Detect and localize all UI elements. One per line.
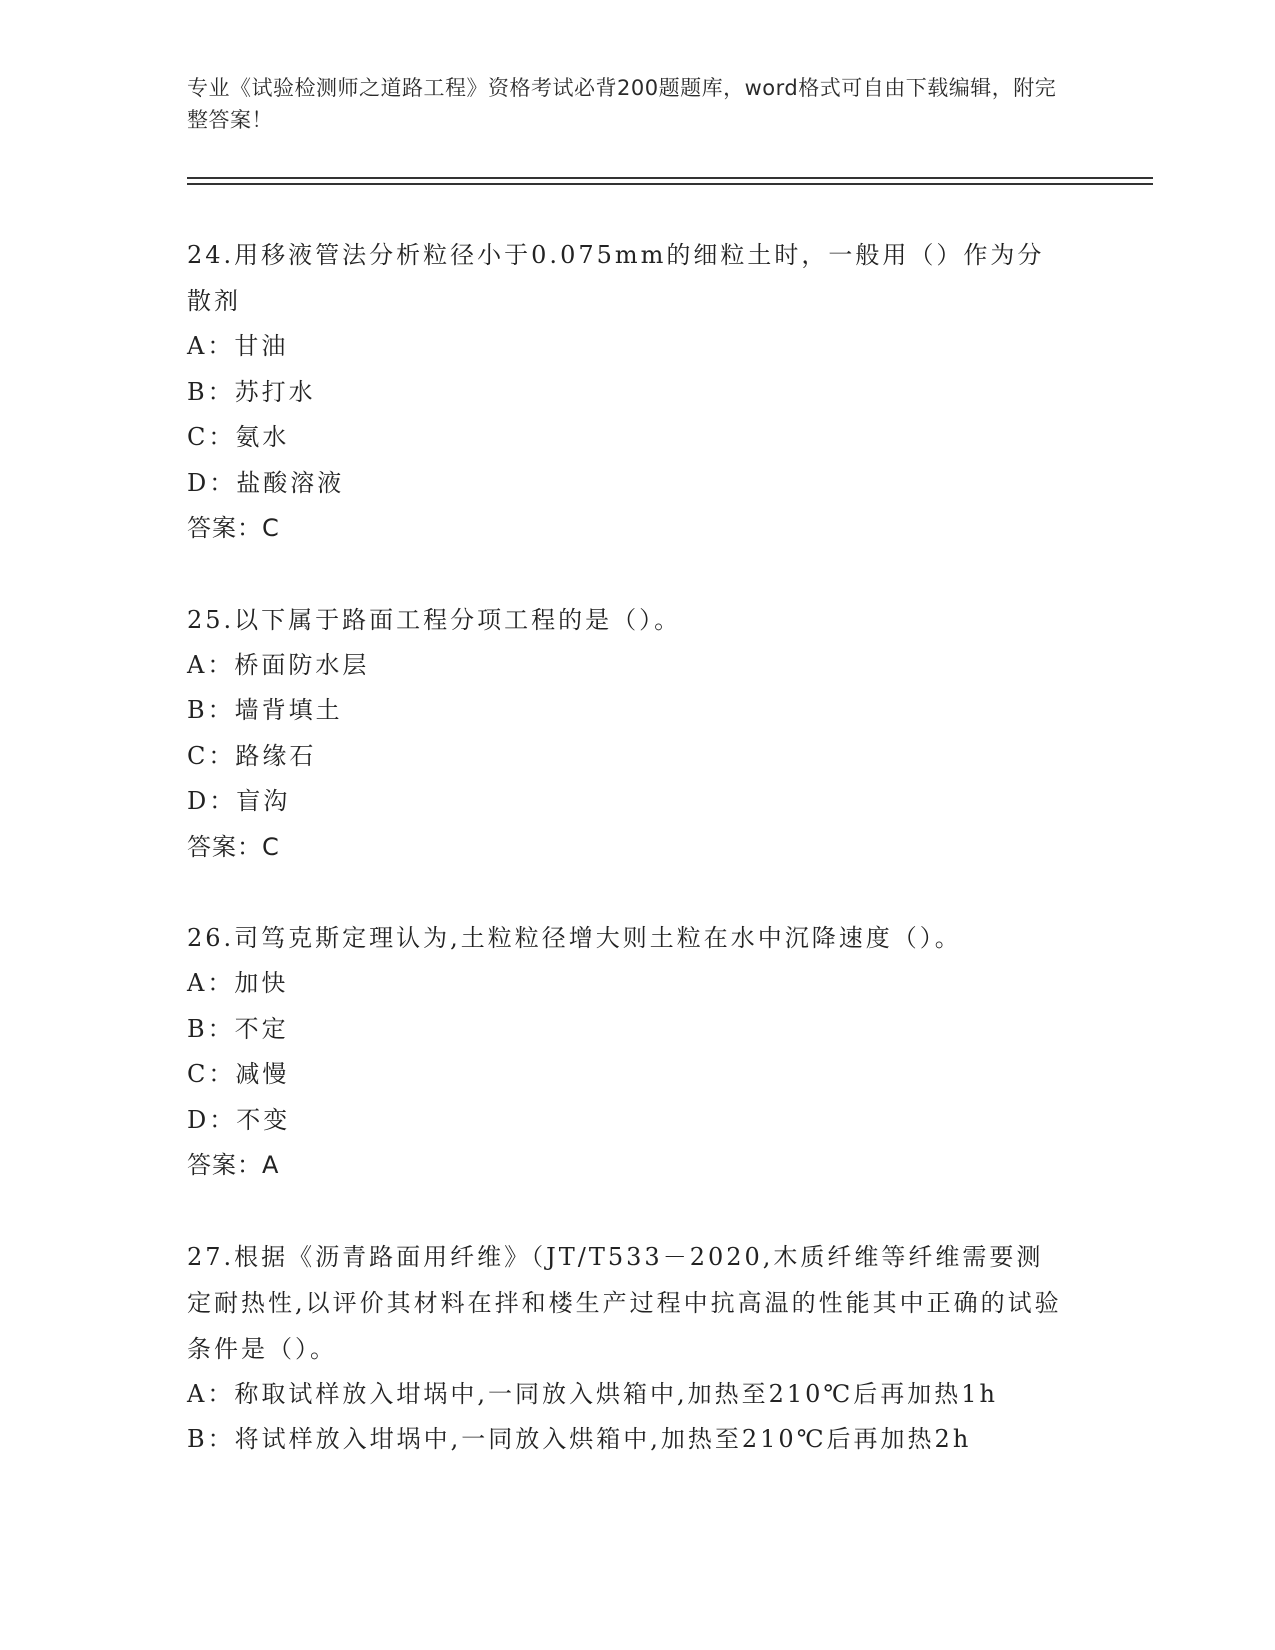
question-26: [187, 915, 1067, 1189]
option-b: B：墙背填土: [187, 696, 343, 724]
option-b: B：不定: [187, 1014, 289, 1043]
question-gap: [187, 870, 1067, 915]
document-header: [187, 72, 1067, 136]
option-d: D：不变: [187, 1105, 291, 1134]
option-b: B：将试样放入坩埚中,一同放入烘箱中,加热至210℃后再加热2h: [187, 1425, 972, 1453]
answer: 答案：C: [187, 514, 280, 542]
header-divider-bottom: [187, 183, 1153, 185]
question-24: [187, 232, 1067, 552]
answer: 答案：A: [187, 1151, 280, 1179]
question-text: 25.以下属于路面工程分项工程的是（）。: [187, 605, 682, 634]
question-text: 27.根据《沥青路面用纤维》（JT/T533－2020,木质纤维等纤维需要测定耐热性,以评价其材料在拌和楼生产过程中抗高温的性能其中正确的试验条件是（）。: [187, 1242, 1062, 1363]
answer: 答案：C: [187, 832, 280, 861]
question-gap: [187, 1189, 1067, 1234]
header-title: 专业《试验检测师之道路工程》资格考试必背200题题库，word格式可自由下载编辑，附完整答案！: [187, 76, 1057, 132]
option-a: A：加快: [187, 969, 289, 997]
question-gap: [187, 552, 1067, 597]
question-25: [187, 597, 1067, 871]
option-c: C：路缘石: [187, 741, 317, 770]
option-a: A：甘油: [187, 332, 289, 360]
option-d: D：盐酸溶液: [187, 468, 345, 497]
option-a: A：称取试样放入坩埚中,一同放入烘箱中,加热至210℃后再加热1h: [187, 1379, 998, 1408]
option-a: A：桥面防水层: [187, 650, 370, 679]
question-text: 24.用移液管法分析粒径小于0.075mm的细粒土时，一般用（）作为分散剂: [187, 241, 1045, 315]
question-27: [187, 1234, 1067, 1463]
header-divider-top: [187, 177, 1153, 179]
option-b: B：苏打水: [187, 377, 316, 406]
option-c: C：氨水: [187, 423, 290, 451]
question-list: [187, 232, 1067, 1463]
question-text: 26.司笃克斯定理认为,土粒粒径增大则土粒在水中沉降速度（）。: [187, 924, 962, 952]
option-d: D：盲沟: [187, 787, 291, 815]
option-c: C：减慢: [187, 1060, 290, 1088]
